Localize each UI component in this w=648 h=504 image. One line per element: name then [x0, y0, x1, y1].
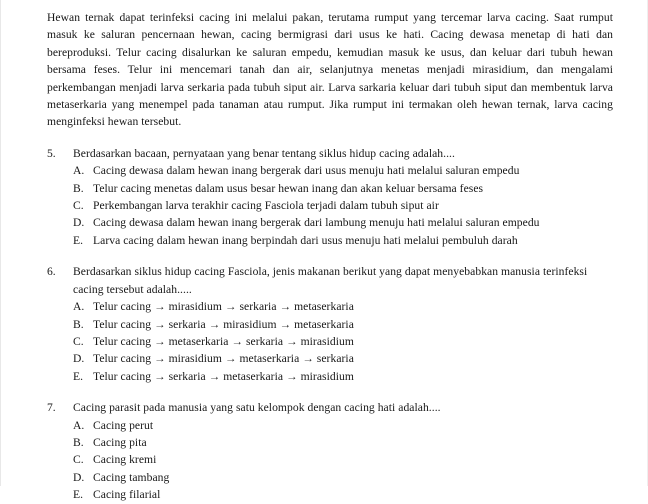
option-letter: A.: [73, 418, 85, 432]
question-text: Berdasarkan bacaan, pernyataan yang benar tentang siklus hidup cacing adalah....: [73, 146, 455, 160]
option-list: [47, 298, 613, 385]
option-letter: A.: [73, 300, 85, 314]
option-item[interactable]: [47, 486, 613, 503]
option-letter: B.: [73, 317, 84, 331]
option-text: Cacing pita: [93, 435, 147, 449]
question-number: 6.: [47, 265, 56, 279]
question-block-5: [47, 145, 613, 249]
option-letter: B.: [73, 435, 84, 449]
question-block-7: [47, 399, 613, 503]
option-text: Perkembangan larva terakhir cacing Fasciola terjadi dalam tubuh siput air: [93, 199, 439, 213]
option-item[interactable]: [47, 350, 613, 367]
option-text: Cacing kremi: [93, 453, 157, 467]
question-text: Berdasarkan siklus hidup cacing Fasciola, jenis makanan berikut yang dapat menyebabkan manusia terinfeksi cacing tersebut adalah.....: [73, 265, 588, 296]
option-letter: C.: [73, 453, 84, 467]
option-letter: C.: [73, 334, 84, 348]
option-item[interactable]: [47, 469, 613, 486]
option-item[interactable]: [47, 298, 613, 315]
option-letter: D.: [73, 352, 85, 366]
option-item[interactable]: [47, 333, 613, 350]
option-text: Cacing tambang: [93, 470, 170, 484]
document-content: [47, 9, 613, 504]
question-heading: [47, 263, 613, 298]
option-text: Telur cacing → serkaria → metaserkaria → mirasidium: [93, 369, 354, 383]
option-text: Larva cacing dalam hewan inang berpindah dari usus menuju hati melalui pembuluh darah: [93, 233, 518, 247]
option-text: Telur cacing → mirasidium → serkaria → metaserkaria: [93, 300, 354, 314]
question-block-6: [47, 263, 613, 385]
option-text: Telur cacing → mirasidium → metaserkaria → serkaria: [93, 352, 354, 366]
option-item[interactable]: [47, 162, 613, 179]
option-item[interactable]: [47, 417, 613, 434]
option-text: Cacing dewasa dalam hewan inang bergerak dari lambung menuju hati melalui saluran empedu: [93, 216, 540, 230]
option-text: Cacing perut: [93, 418, 154, 432]
question-heading: [47, 145, 613, 162]
question-heading: [47, 399, 613, 416]
option-text: Cacing filarial: [93, 488, 161, 502]
option-item[interactable]: [47, 232, 613, 249]
option-item[interactable]: [47, 451, 613, 468]
option-item[interactable]: [47, 316, 613, 333]
option-list: [47, 417, 613, 504]
option-list: [47, 162, 613, 249]
option-letter: E.: [73, 233, 83, 247]
option-item[interactable]: [47, 197, 613, 214]
intro-paragraph: Hewan ternak dapat terinfeksi cacing ini melalui pakan, terutama rumput yang tercemar larva cacing. Saat rumput masuk ke saluran pencernaan hewan, cacing bermigrasi dari usus ke hati. Cacing dewasa menetap di hati dan bereproduksi. Telur cacing disalurkan ke saluran empedu, kemudian masuk ke usus, dan keluar dari tubuh hewan bersama feses. Telur ini mencemari tanah dan air, selanjutnya menetas menjadi mirasidium, dan mengalami perkembangan menjadi larva serkaria pada tubuh siput air. Larva sarkaria keluar dari tubuh siput dan membentuk larva metaserkaria yang menempel pada tanaman atau rumput. Jika rumput ini termakan oleh hewan ternak, larva cacing menginfeksi hewan tersebut.: [47, 11, 613, 129]
option-text: Telur cacing menetas dalam usus besar hewan inang dan akan keluar bersama feses: [93, 181, 484, 195]
option-text: Cacing dewasa dalam hewan inang bergerak dari usus menuju hati melalui saluran empedu: [93, 164, 520, 178]
option-text: Telur cacing → metaserkaria → serkaria → mirasidium: [93, 334, 354, 348]
option-letter: A.: [73, 164, 85, 178]
option-letter: E.: [73, 369, 83, 383]
option-item[interactable]: [47, 368, 613, 385]
question-number: 7.: [47, 401, 56, 415]
option-item[interactable]: [47, 180, 613, 197]
option-letter: C.: [73, 199, 84, 213]
question-text: Cacing parasit pada manusia yang satu kelompok dengan cacing hati adalah....: [73, 401, 441, 415]
option-letter: D.: [73, 216, 85, 230]
option-item[interactable]: [47, 214, 613, 231]
option-item[interactable]: [47, 434, 613, 451]
option-letter: D.: [73, 470, 85, 484]
option-text: Telur cacing → serkaria → mirasidium → metaserkaria: [93, 317, 354, 331]
option-letter: B.: [73, 181, 84, 195]
question-number: 5.: [47, 146, 56, 160]
option-letter: E.: [73, 488, 83, 502]
